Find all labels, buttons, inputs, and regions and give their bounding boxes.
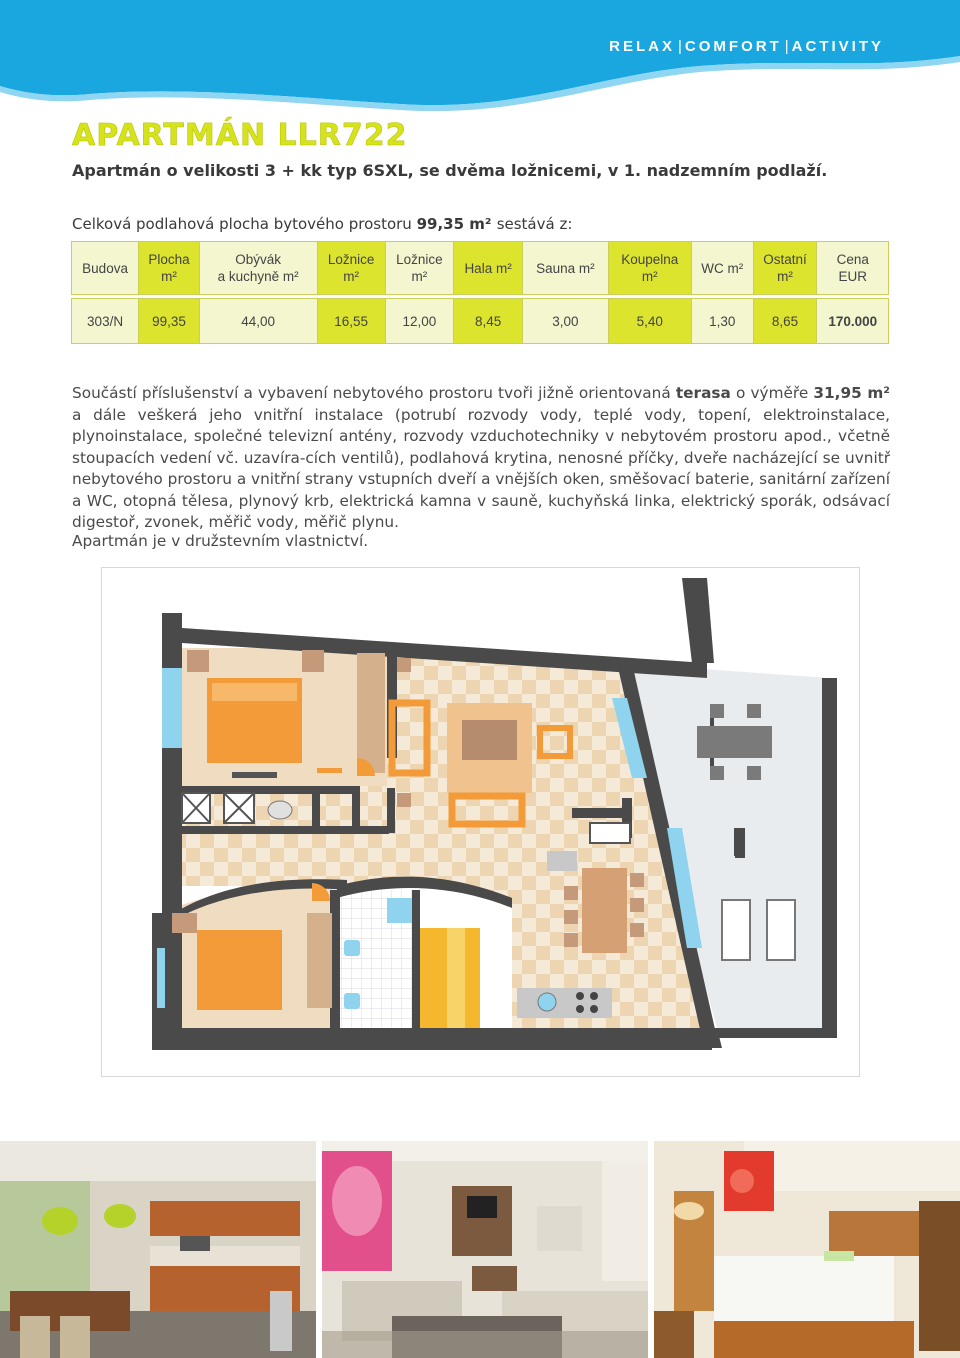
- bedroom-photo-image: [654, 1141, 960, 1358]
- sunbed-2: [767, 900, 795, 960]
- photo-living-room: [322, 1141, 648, 1358]
- terrace-label: terasa: [675, 384, 731, 402]
- floor-plan-drawing: [102, 568, 859, 1076]
- terrace-area: 31,95 m²: [813, 384, 890, 402]
- apartment-subtitle: Apartmán o velikosti 3 + kk typ 6SXL, se dvěma ložnicemi, v 1. nadzemním podlaží.: [72, 161, 828, 180]
- tagline-separator: |: [678, 38, 682, 55]
- header-text: Ostatní: [763, 252, 807, 267]
- description-paragraph: [72, 383, 890, 534]
- kitchen-photo-image: [0, 1141, 316, 1358]
- floor-area-intro: [72, 215, 572, 233]
- table-row: [72, 299, 889, 344]
- tagline-relax: RELAX: [609, 38, 676, 55]
- cell-cena: 170.000: [817, 299, 889, 344]
- cell-budova: 303/N: [72, 299, 139, 344]
- area-table: [71, 241, 889, 344]
- header-wave: [0, 0, 960, 130]
- header-loznice-1: [317, 242, 385, 295]
- cell-obyvak: 44,00: [199, 299, 317, 344]
- header-unit: EUR: [838, 269, 867, 284]
- area-intro-text: Celková podlahová plocha bytového prostoru: [72, 215, 417, 233]
- header-text: Hala m²: [464, 260, 512, 276]
- header-text: Koupelna: [621, 252, 679, 267]
- header-hala: [453, 242, 522, 295]
- header-unit: a kuchyně m²: [217, 269, 299, 284]
- header-text: WC m²: [701, 260, 744, 276]
- description-text: a dále veškerá jeho vnitřní instalace (potrubí rozvody vody, teplé vody, topení, elektroinstalace, plynoinstalace, společné televizní antény, rozvody vzduchotechniky v nebytovém prostoru apod., včetně stoupacích vedení vč. uzavíra-cích ventilů), podlahová krytina, nenosné příčky, dveře nacházející se uvnitř nebytového prostoru a vnitřní strany vstupních dveří a vnějších oken, směšovací baterie, sanitární zařízení a WC, otopná tělesa, plynový krb, elektrická kamna v sauně, kuchyňská linka, elektrický sporák, odsávací digestoř, zvonek, měřič vody, měřič plynu.: [72, 405, 890, 531]
- photo-kitchen-dining: [0, 1141, 316, 1358]
- dining-table: [582, 868, 627, 953]
- tagline-separator: |: [784, 38, 789, 55]
- header-plocha: [139, 242, 200, 295]
- sunbed-1: [722, 900, 750, 960]
- bed-2: [197, 930, 282, 1010]
- cell-koupelna: 5,40: [608, 299, 691, 344]
- header-cena: [817, 242, 889, 295]
- header-text: Cena: [836, 252, 869, 267]
- fireplace: [590, 823, 630, 843]
- tagline-comfort: COMFORT: [684, 38, 782, 55]
- shower: [387, 898, 412, 923]
- header-text: Ložnice: [396, 252, 443, 267]
- header-unit: m²: [411, 269, 428, 284]
- photo-bedroom: [654, 1141, 960, 1358]
- header-text: Ložnice: [327, 252, 375, 267]
- header-ostatni: [753, 242, 817, 295]
- header-unit: m²: [161, 269, 177, 284]
- living-photo-image: [322, 1141, 648, 1358]
- header-unit: m²: [343, 269, 359, 284]
- header-budova: [72, 242, 139, 295]
- cell-loznice-1: 16,55: [317, 299, 385, 344]
- ownership-note: Apartmán je v družstevním vlastnictví.: [72, 532, 369, 550]
- header-text: Obývák: [235, 252, 282, 267]
- kitchen-counter: [517, 988, 612, 1018]
- tagline-activity: ACTIVITY: [791, 38, 884, 55]
- cell-sauna: 3,00: [523, 299, 608, 344]
- header-koupelna: [608, 242, 691, 295]
- header-text: Budova: [82, 260, 128, 276]
- cell-plocha: 99,35: [139, 299, 200, 344]
- header-wc: [691, 242, 753, 295]
- description-text: o výměře: [730, 384, 814, 402]
- header-unit: m²: [777, 269, 793, 284]
- header-unit: m²: [641, 269, 658, 284]
- description-text: Součástí příslušenství a vybavení nebytového prostoru tvoři jižně orientovaná: [72, 384, 676, 402]
- floor-plan: [101, 567, 860, 1077]
- header-obyvak: [199, 242, 317, 295]
- header-banner: [0, 0, 960, 130]
- terrace-table: [697, 726, 772, 758]
- page-title: APARTMÁN LLR722: [72, 118, 408, 153]
- header-sauna: [523, 242, 608, 295]
- cell-ostatni: 8,65: [753, 299, 817, 344]
- cell-loznice-2: 12,00: [385, 299, 453, 344]
- cell-hala: 8,45: [453, 299, 522, 344]
- cell-wc: 1,30: [691, 299, 753, 344]
- table-header-row: [72, 242, 889, 295]
- area-intro-after: sestává z:: [496, 215, 573, 233]
- header-text: Sauna m²: [536, 260, 595, 276]
- tagline: [609, 38, 884, 55]
- header-text: Plocha: [148, 252, 190, 267]
- header-loznice-2: [385, 242, 453, 295]
- area-intro-value: 99,35 m²: [416, 215, 497, 233]
